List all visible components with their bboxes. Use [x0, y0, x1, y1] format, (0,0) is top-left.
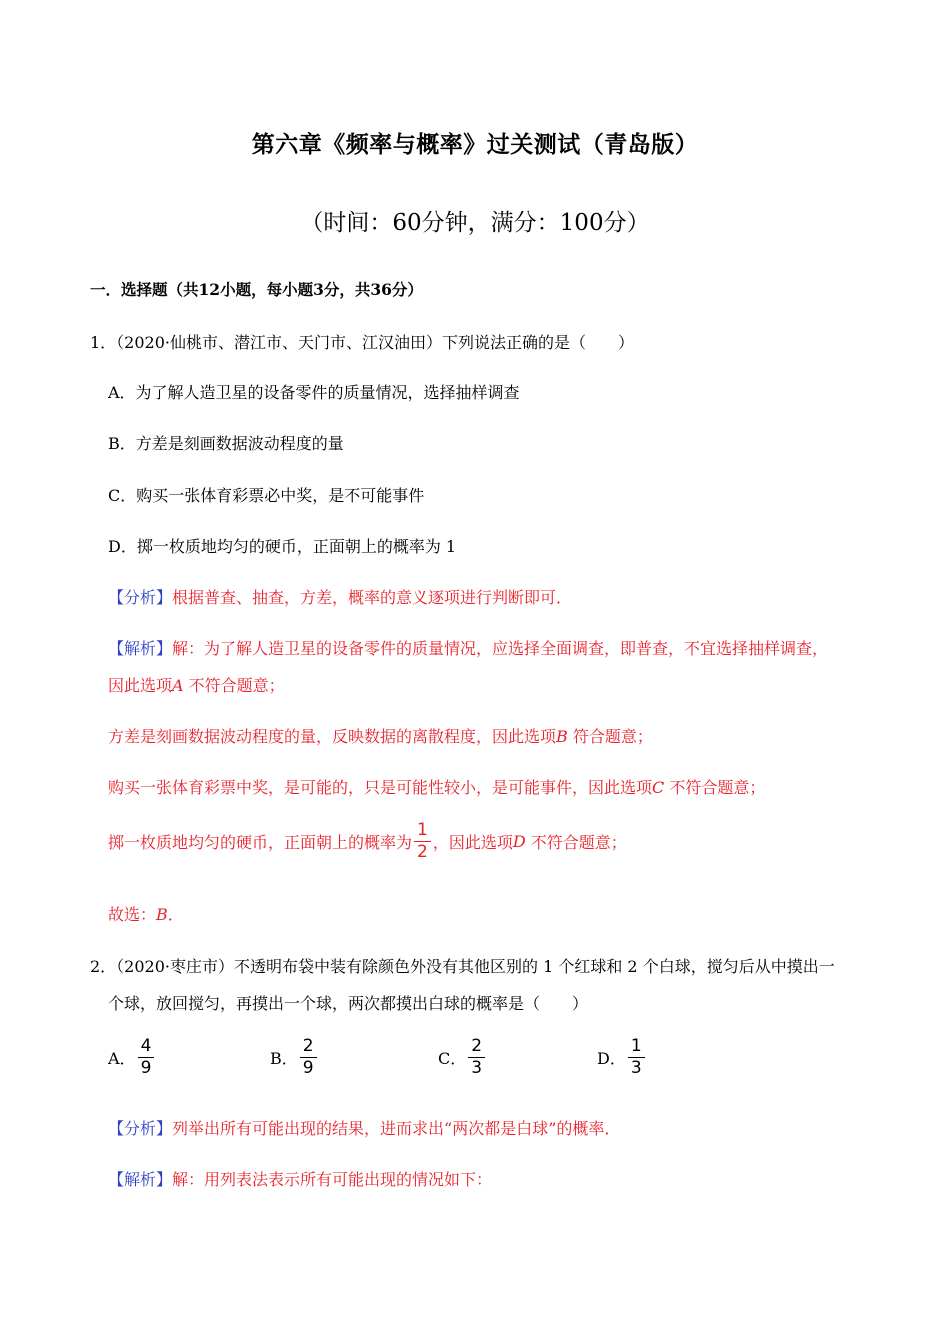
question-1-solution-line-2: [108, 673, 285, 696]
fraction-numerator: 4: [140, 1036, 152, 1056]
question-1-option-c: C．购买一张体育彩票必中奖，是不可能事件: [108, 486, 425, 505]
question-2-solution: [108, 1167, 492, 1190]
question-1-option-b: B．方差是刻画数据波动程度的量: [108, 434, 344, 453]
fraction: [468, 1038, 485, 1077]
page-subtitle: （时间：60分钟，满分：100分）: [300, 210, 650, 236]
solution-tag: 【解析】: [108, 639, 173, 658]
solution-text: 解：用列表法表示所有可能出现的情况如下：: [172, 1170, 493, 1189]
solution-text: 掷一枚质地均匀的硬币，正面朝上的概率为: [108, 833, 413, 852]
question-1-answer: [108, 902, 184, 925]
question-1-option-a: A．为了解人造卫星的设备零件的质量情况，选择抽样调查: [108, 383, 520, 402]
answer-letter: B: [156, 905, 168, 924]
question-2-option-b: [270, 1038, 319, 1077]
fraction: [300, 1038, 317, 1077]
analysis-text: 列举出所有可能出现的结果，进而求出“两次都是白球”的概率．: [172, 1119, 621, 1138]
analysis-tag: 【分析】: [108, 1119, 173, 1138]
solution-text: ，因此选项: [432, 833, 513, 852]
answer-suffix: ．: [167, 905, 184, 924]
question-2-stem-line-1: 2．（2020·枣庄市）不透明布袋中装有除颜色外没有其他区别的 1 个红球和 2 个白球，搅匀后从中摸出一: [90, 957, 835, 976]
question-2-analysis: [108, 1116, 620, 1139]
question-1-solution-line-5: [108, 822, 627, 861]
fraction: [414, 822, 431, 861]
page-title: 第六章《频率与概率》过关测试（青岛版）: [251, 131, 699, 158]
option-label: D．: [597, 1049, 626, 1068]
question-1-solution-line-3: [108, 724, 653, 747]
solution-text: 方差是刻画数据波动程度的量，反映数据的离散程度，因此选项: [108, 727, 557, 746]
question-1-analysis: [108, 585, 572, 608]
option-label: C．: [438, 1049, 467, 1068]
fraction-numerator: 2: [471, 1036, 483, 1056]
question-2-option-c: [438, 1038, 487, 1077]
question-1-solution-line-1: [108, 636, 828, 659]
solution-text: 不符合题意；: [669, 778, 766, 797]
fraction-numerator: 1: [630, 1036, 642, 1056]
solution-text: 购买一张体育彩票中奖，是可能的，只是可能性较小，是可能事件，因此选项: [108, 778, 653, 797]
question-2-option-a: [108, 1038, 156, 1077]
solution-text: 不符合题意；: [188, 676, 285, 695]
solution-text: 不符合题意；: [530, 833, 627, 852]
option-label: B．: [270, 1049, 298, 1068]
question-1-option-d: D．掷一枚质地均匀的硬币，正面朝上的概率为 1: [108, 537, 457, 556]
option-label: A．: [108, 1049, 136, 1068]
solution-tag: 【解析】: [108, 1170, 173, 1189]
fraction-denominator: 9: [140, 1058, 152, 1078]
solution-text: 解：为了解人造卫星的设备零件的质量情况，应选择全面调查，即普查，不宜选择抽样调查，: [172, 639, 829, 658]
section-heading: 一．选择题（共12小题，每小题3分，共36分）: [90, 280, 423, 299]
analysis-tag: 【分析】: [108, 588, 173, 607]
fraction-denominator: 2: [417, 842, 428, 862]
fraction-denominator: 9: [302, 1058, 314, 1078]
option-letter: B: [556, 727, 568, 746]
solution-text: 因此选项: [108, 676, 173, 695]
option-letter: C: [652, 778, 665, 797]
option-letter: D: [512, 832, 526, 851]
fraction: [138, 1038, 155, 1077]
question-2-stem-line-2: 个球，放回搅匀，再摸出一个球，两次都摸出白球的概率是（ ）: [108, 994, 589, 1013]
answer-prefix: 故选：: [108, 905, 157, 924]
question-2-option-d: [597, 1038, 647, 1077]
fraction-numerator: 1: [417, 820, 428, 840]
question-1-solution-line-4: [108, 775, 765, 798]
question-1-stem: 1．（2020·仙桃市、潜江市、天门市、江汉油田）下列说法正确的是（ ）: [90, 333, 634, 352]
option-letter: A: [172, 676, 184, 695]
fraction-numerator: 2: [302, 1036, 314, 1056]
fraction-denominator: 3: [471, 1058, 483, 1078]
fraction: [628, 1038, 645, 1077]
solution-text: 符合题意；: [572, 727, 653, 746]
analysis-text: 根据普查、抽查，方差，概率的意义逐项进行判断即可．: [172, 588, 573, 607]
fraction-denominator: 3: [630, 1058, 642, 1078]
